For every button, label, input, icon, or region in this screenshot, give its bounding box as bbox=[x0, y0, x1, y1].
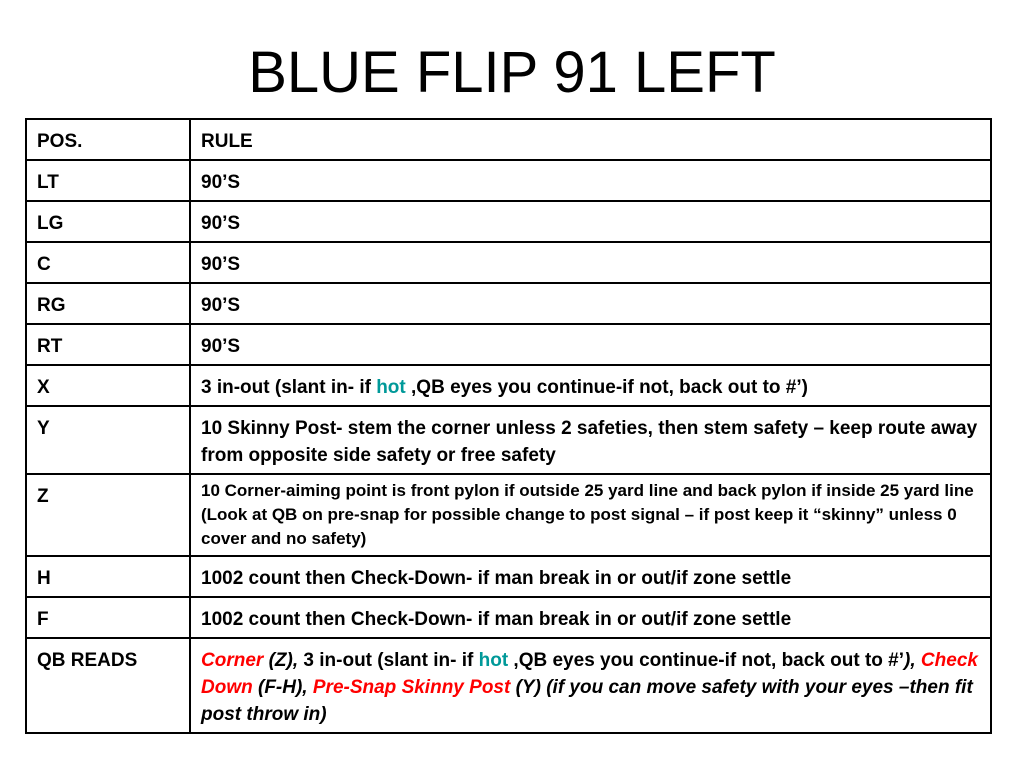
row-rule: 90’S bbox=[190, 201, 991, 242]
row-rule bbox=[190, 365, 991, 406]
table-row-x bbox=[26, 365, 991, 406]
table-row bbox=[26, 242, 991, 283]
rule-text: , bbox=[910, 650, 921, 671]
hot-keyword: hot bbox=[478, 650, 509, 671]
table-row bbox=[26, 283, 991, 324]
rule-text: 3 in-out (slant in- if bbox=[298, 650, 479, 671]
row-rule: 10 Corner-aiming point is front pylon if outside 25 yard line and back pylon if inside 25 yard line (Look at QB on pre-snap for possible change to post signal – if post keep it “skinny” unless 0 cover and no safety) bbox=[190, 474, 991, 556]
corner-emphasis: Corner bbox=[201, 650, 264, 671]
header-pos: POS. bbox=[26, 119, 190, 160]
table-row bbox=[26, 201, 991, 242]
row-rule: 90’S bbox=[190, 160, 991, 201]
row-rule: 90’S bbox=[190, 283, 991, 324]
slide-title: BLUE FLIP 91 LEFT bbox=[248, 40, 776, 105]
row-pos: Z bbox=[26, 474, 190, 556]
check-down-emphasis: Check Down bbox=[201, 650, 978, 698]
row-pos: C bbox=[26, 242, 190, 283]
rule-text: 3 in-out (slant in- if bbox=[201, 377, 377, 398]
row-pos: QB READS bbox=[26, 638, 190, 733]
row-pos: RG bbox=[26, 283, 190, 324]
table-row-z bbox=[26, 474, 991, 556]
table-row-f bbox=[26, 597, 991, 638]
table-header-row bbox=[26, 119, 991, 160]
row-pos: F bbox=[26, 597, 190, 638]
table-row-y bbox=[26, 406, 991, 474]
row-rule: 90’S bbox=[190, 324, 991, 365]
hot-keyword: hot bbox=[376, 377, 406, 398]
pre-snap-emphasis: Pre-Snap Skinny Post bbox=[312, 677, 511, 698]
row-pos: LT bbox=[26, 160, 190, 201]
row-pos: Y bbox=[26, 406, 190, 474]
row-rule: 1002 count then Check-Down- if man break in or out/if zone settle bbox=[190, 597, 991, 638]
rule-text: (Z), bbox=[263, 650, 299, 671]
row-pos: X bbox=[26, 365, 190, 406]
header-rule: RULE bbox=[190, 119, 991, 160]
row-rule: 10 Skinny Post- stem the corner unless 2 safeties, then stem safety – keep route away from opposite side safety or free safety bbox=[190, 406, 991, 474]
table-row-h bbox=[26, 556, 991, 597]
table-row-qb-reads bbox=[26, 638, 991, 733]
row-rule: 1002 count then Check-Down- if man break in or out/if zone settle bbox=[190, 556, 991, 597]
row-pos: RT bbox=[26, 324, 190, 365]
row-pos: LG bbox=[26, 201, 190, 242]
table-row bbox=[26, 324, 991, 365]
rules-table bbox=[25, 118, 992, 734]
rule-text: ,QB eyes you continue-if not, back out to #’ bbox=[508, 650, 905, 671]
row-pos: H bbox=[26, 556, 190, 597]
rule-text: ,QB eyes you continue-if not, back out to #’) bbox=[405, 377, 808, 398]
rule-text: (F-H), bbox=[252, 677, 313, 698]
row-rule bbox=[190, 638, 991, 733]
rule-text: (Y) (if you can move safety with your eyes –then fit post throw in) bbox=[201, 677, 973, 725]
table-row bbox=[26, 160, 991, 201]
row-rule: 90’S bbox=[190, 242, 991, 283]
rule-text: ) bbox=[904, 650, 911, 671]
